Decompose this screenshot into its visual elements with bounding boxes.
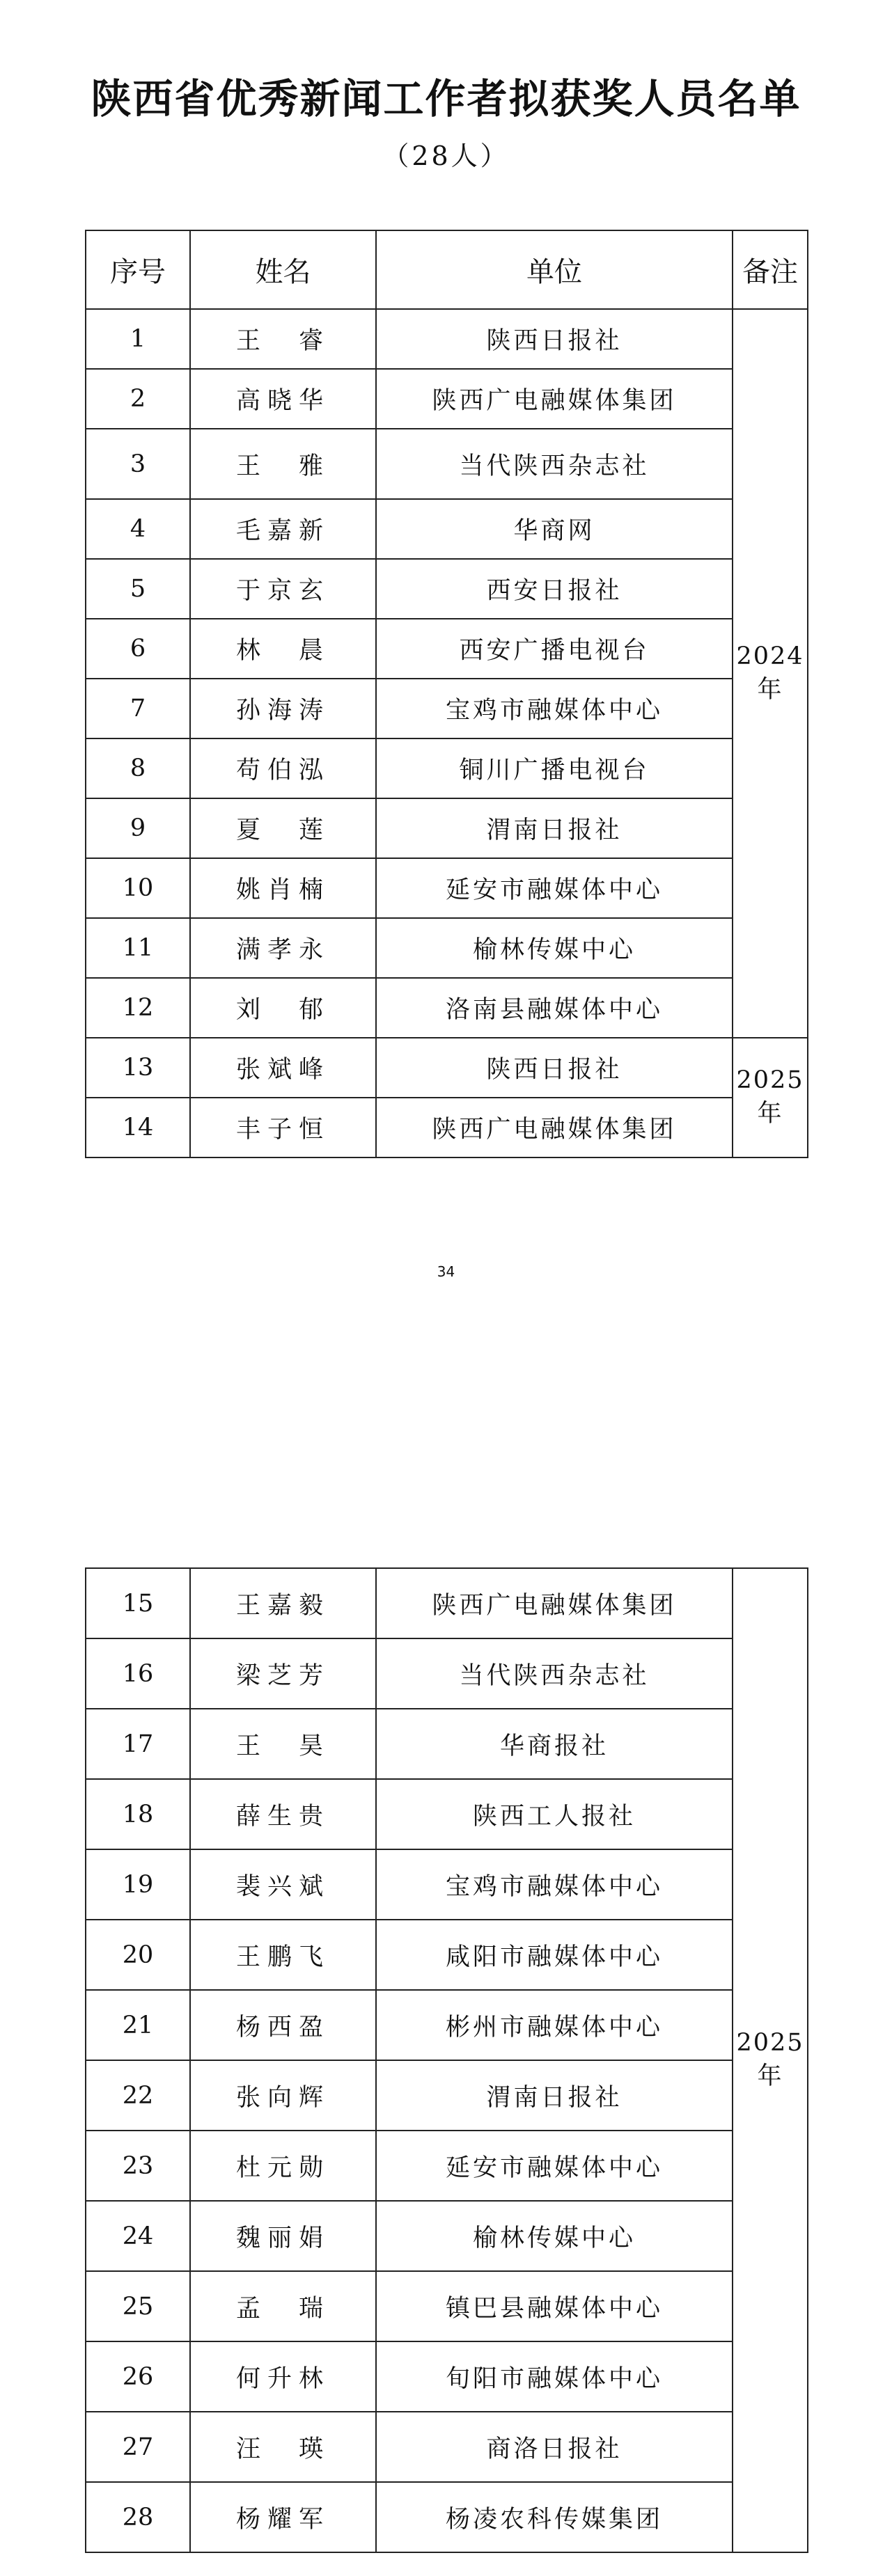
document-subtitle: （28人）	[382, 141, 510, 171]
cell-no: 1	[86, 309, 190, 369]
cell-no: 23	[86, 2131, 190, 2201]
cell-unit: 宝鸡市融媒体中心	[376, 1849, 733, 1920]
cell-no: 27	[86, 2412, 190, 2482]
table-row	[86, 1568, 808, 1638]
cell-no: 8	[86, 738, 190, 798]
table-row	[86, 2201, 808, 2271]
cell-no: 26	[86, 2341, 190, 2412]
table-row	[86, 1779, 808, 1849]
cell-no: 28	[86, 2482, 190, 2552]
cell-unit: 陕西日报社	[376, 309, 733, 369]
cell-name: 裴兴斌	[190, 1849, 376, 1920]
cell-unit: 宝鸡市融媒体中心	[376, 679, 733, 738]
cell-name: 姚肖楠	[190, 858, 376, 918]
cell-unit: 榆林传媒中心	[376, 2201, 733, 2271]
cell-unit: 当代陕西杂志社	[376, 429, 733, 499]
cell-name: 夏 莲	[190, 798, 376, 858]
table-row	[86, 1849, 808, 1920]
cell-no: 18	[86, 1779, 190, 1849]
cell-unit: 镇巴县融媒体中心	[376, 2271, 733, 2341]
table-row	[86, 858, 808, 918]
cell-unit: 旬阳市融媒体中心	[376, 2341, 733, 2412]
cell-no: 17	[86, 1709, 190, 1779]
cell-unit: 当代陕西杂志社	[376, 1638, 733, 1709]
table-row	[86, 1709, 808, 1779]
cell-no: 12	[86, 978, 190, 1038]
cell-name: 孙海涛	[190, 679, 376, 738]
cell-unit: 杨凌农科传媒集团	[376, 2482, 733, 2552]
cell-unit: 陕西广电融媒体集团	[376, 1098, 733, 1157]
cell-name: 杨西盈	[190, 1990, 376, 2060]
cell-name: 梁芝芳	[190, 1638, 376, 1709]
cell-name: 王 昊	[190, 1709, 376, 1779]
cell-note-2025: 2025 年	[733, 1568, 808, 2552]
cell-name: 林 晨	[190, 619, 376, 679]
cell-unit: 陕西广电融媒体集团	[376, 369, 733, 429]
cell-name: 张向辉	[190, 2060, 376, 2131]
table-row	[86, 798, 808, 858]
cell-unit: 洛南县融媒体中心	[376, 978, 733, 1038]
table-row	[86, 978, 808, 1038]
cell-no: 25	[86, 2271, 190, 2341]
table-row	[86, 1038, 808, 1098]
table-row	[86, 2131, 808, 2201]
table-row	[86, 1990, 808, 2060]
cell-no: 20	[86, 1920, 190, 1990]
cell-no: 11	[86, 918, 190, 978]
header-no: 序号	[86, 230, 190, 309]
cell-no: 9	[86, 798, 190, 858]
cell-name: 杨耀军	[190, 2482, 376, 2552]
table-row	[86, 369, 808, 429]
cell-name: 于京玄	[190, 559, 376, 619]
cell-name: 满孝永	[190, 918, 376, 978]
cell-unit: 华商网	[376, 499, 733, 559]
cell-no: 16	[86, 1638, 190, 1709]
cell-no: 24	[86, 2201, 190, 2271]
cell-name: 毛嘉新	[190, 499, 376, 559]
table-row	[86, 2341, 808, 2412]
cell-unit: 渭南日报社	[376, 798, 733, 858]
awardee-table-page-2	[85, 1567, 808, 2553]
table-row	[86, 1920, 808, 1990]
table-row	[86, 1638, 808, 1709]
table-row	[86, 2271, 808, 2341]
cell-name: 苟伯泓	[190, 738, 376, 798]
cell-no: 19	[86, 1849, 190, 1920]
table-row	[86, 619, 808, 679]
cell-name: 魏丽娟	[190, 2201, 376, 2271]
table-row	[86, 1098, 808, 1157]
cell-no: 15	[86, 1568, 190, 1638]
table-header-row	[86, 230, 808, 309]
header-name: 姓名	[190, 230, 376, 309]
table-row	[86, 309, 808, 369]
table-row	[86, 918, 808, 978]
cell-no: 4	[86, 499, 190, 559]
header-note: 备注	[733, 230, 808, 309]
cell-no: 3	[86, 429, 190, 499]
cell-no: 6	[86, 619, 190, 679]
cell-name: 汪 瑛	[190, 2412, 376, 2482]
cell-unit: 彬州市融媒体中心	[376, 1990, 733, 2060]
cell-no: 13	[86, 1038, 190, 1098]
cell-name: 孟 瑞	[190, 2271, 376, 2341]
cell-name: 杜元勋	[190, 2131, 376, 2201]
cell-no: 10	[86, 858, 190, 918]
page-number: 34	[437, 1263, 455, 1280]
cell-unit: 渭南日报社	[376, 2060, 733, 2131]
cell-name: 王鹏飞	[190, 1920, 376, 1990]
table-row	[86, 679, 808, 738]
table-row	[86, 738, 808, 798]
cell-unit: 西安日报社	[376, 559, 733, 619]
cell-no: 5	[86, 559, 190, 619]
cell-name: 何升林	[190, 2341, 376, 2412]
cell-name: 王嘉毅	[190, 1568, 376, 1638]
cell-name: 丰子恒	[190, 1098, 376, 1157]
cell-unit: 西安广播电视台	[376, 619, 733, 679]
table-row	[86, 2060, 808, 2131]
cell-name: 薛生贵	[190, 1779, 376, 1849]
cell-no: 22	[86, 2060, 190, 2131]
cell-unit: 延安市融媒体中心	[376, 2131, 733, 2201]
cell-name: 张斌峰	[190, 1038, 376, 1098]
table-row	[86, 2482, 808, 2552]
cell-unit: 铜川广播电视台	[376, 738, 733, 798]
cell-unit: 华商报社	[376, 1709, 733, 1779]
cell-note-2025: 2025 年	[733, 1038, 808, 1157]
cell-no: 21	[86, 1990, 190, 2060]
awardee-table-page-1	[85, 230, 808, 1158]
table-row	[86, 499, 808, 559]
cell-no: 14	[86, 1098, 190, 1157]
table-row	[86, 2412, 808, 2482]
cell-unit: 商洛日报社	[376, 2412, 733, 2482]
cell-name: 高晓华	[190, 369, 376, 429]
cell-name: 刘 郁	[190, 978, 376, 1038]
table-row	[86, 429, 808, 499]
table-row	[86, 559, 808, 619]
cell-no: 7	[86, 679, 190, 738]
cell-unit: 陕西工人报社	[376, 1779, 733, 1849]
cell-unit: 榆林传媒中心	[376, 918, 733, 978]
cell-unit: 陕西广电融媒体集团	[376, 1568, 733, 1638]
cell-no: 2	[86, 369, 190, 429]
cell-name: 王 雅	[190, 429, 376, 499]
cell-unit: 延安市融媒体中心	[376, 858, 733, 918]
cell-name: 王 睿	[190, 309, 376, 369]
cell-unit: 咸阳市融媒体中心	[376, 1920, 733, 1990]
cell-note-2024: 2024 年	[733, 309, 808, 1038]
cell-unit: 陕西日报社	[376, 1038, 733, 1098]
header-unit: 单位	[376, 230, 733, 309]
document-title: 陕西省优秀新闻工作者拟获奖人员名单	[91, 75, 801, 123]
